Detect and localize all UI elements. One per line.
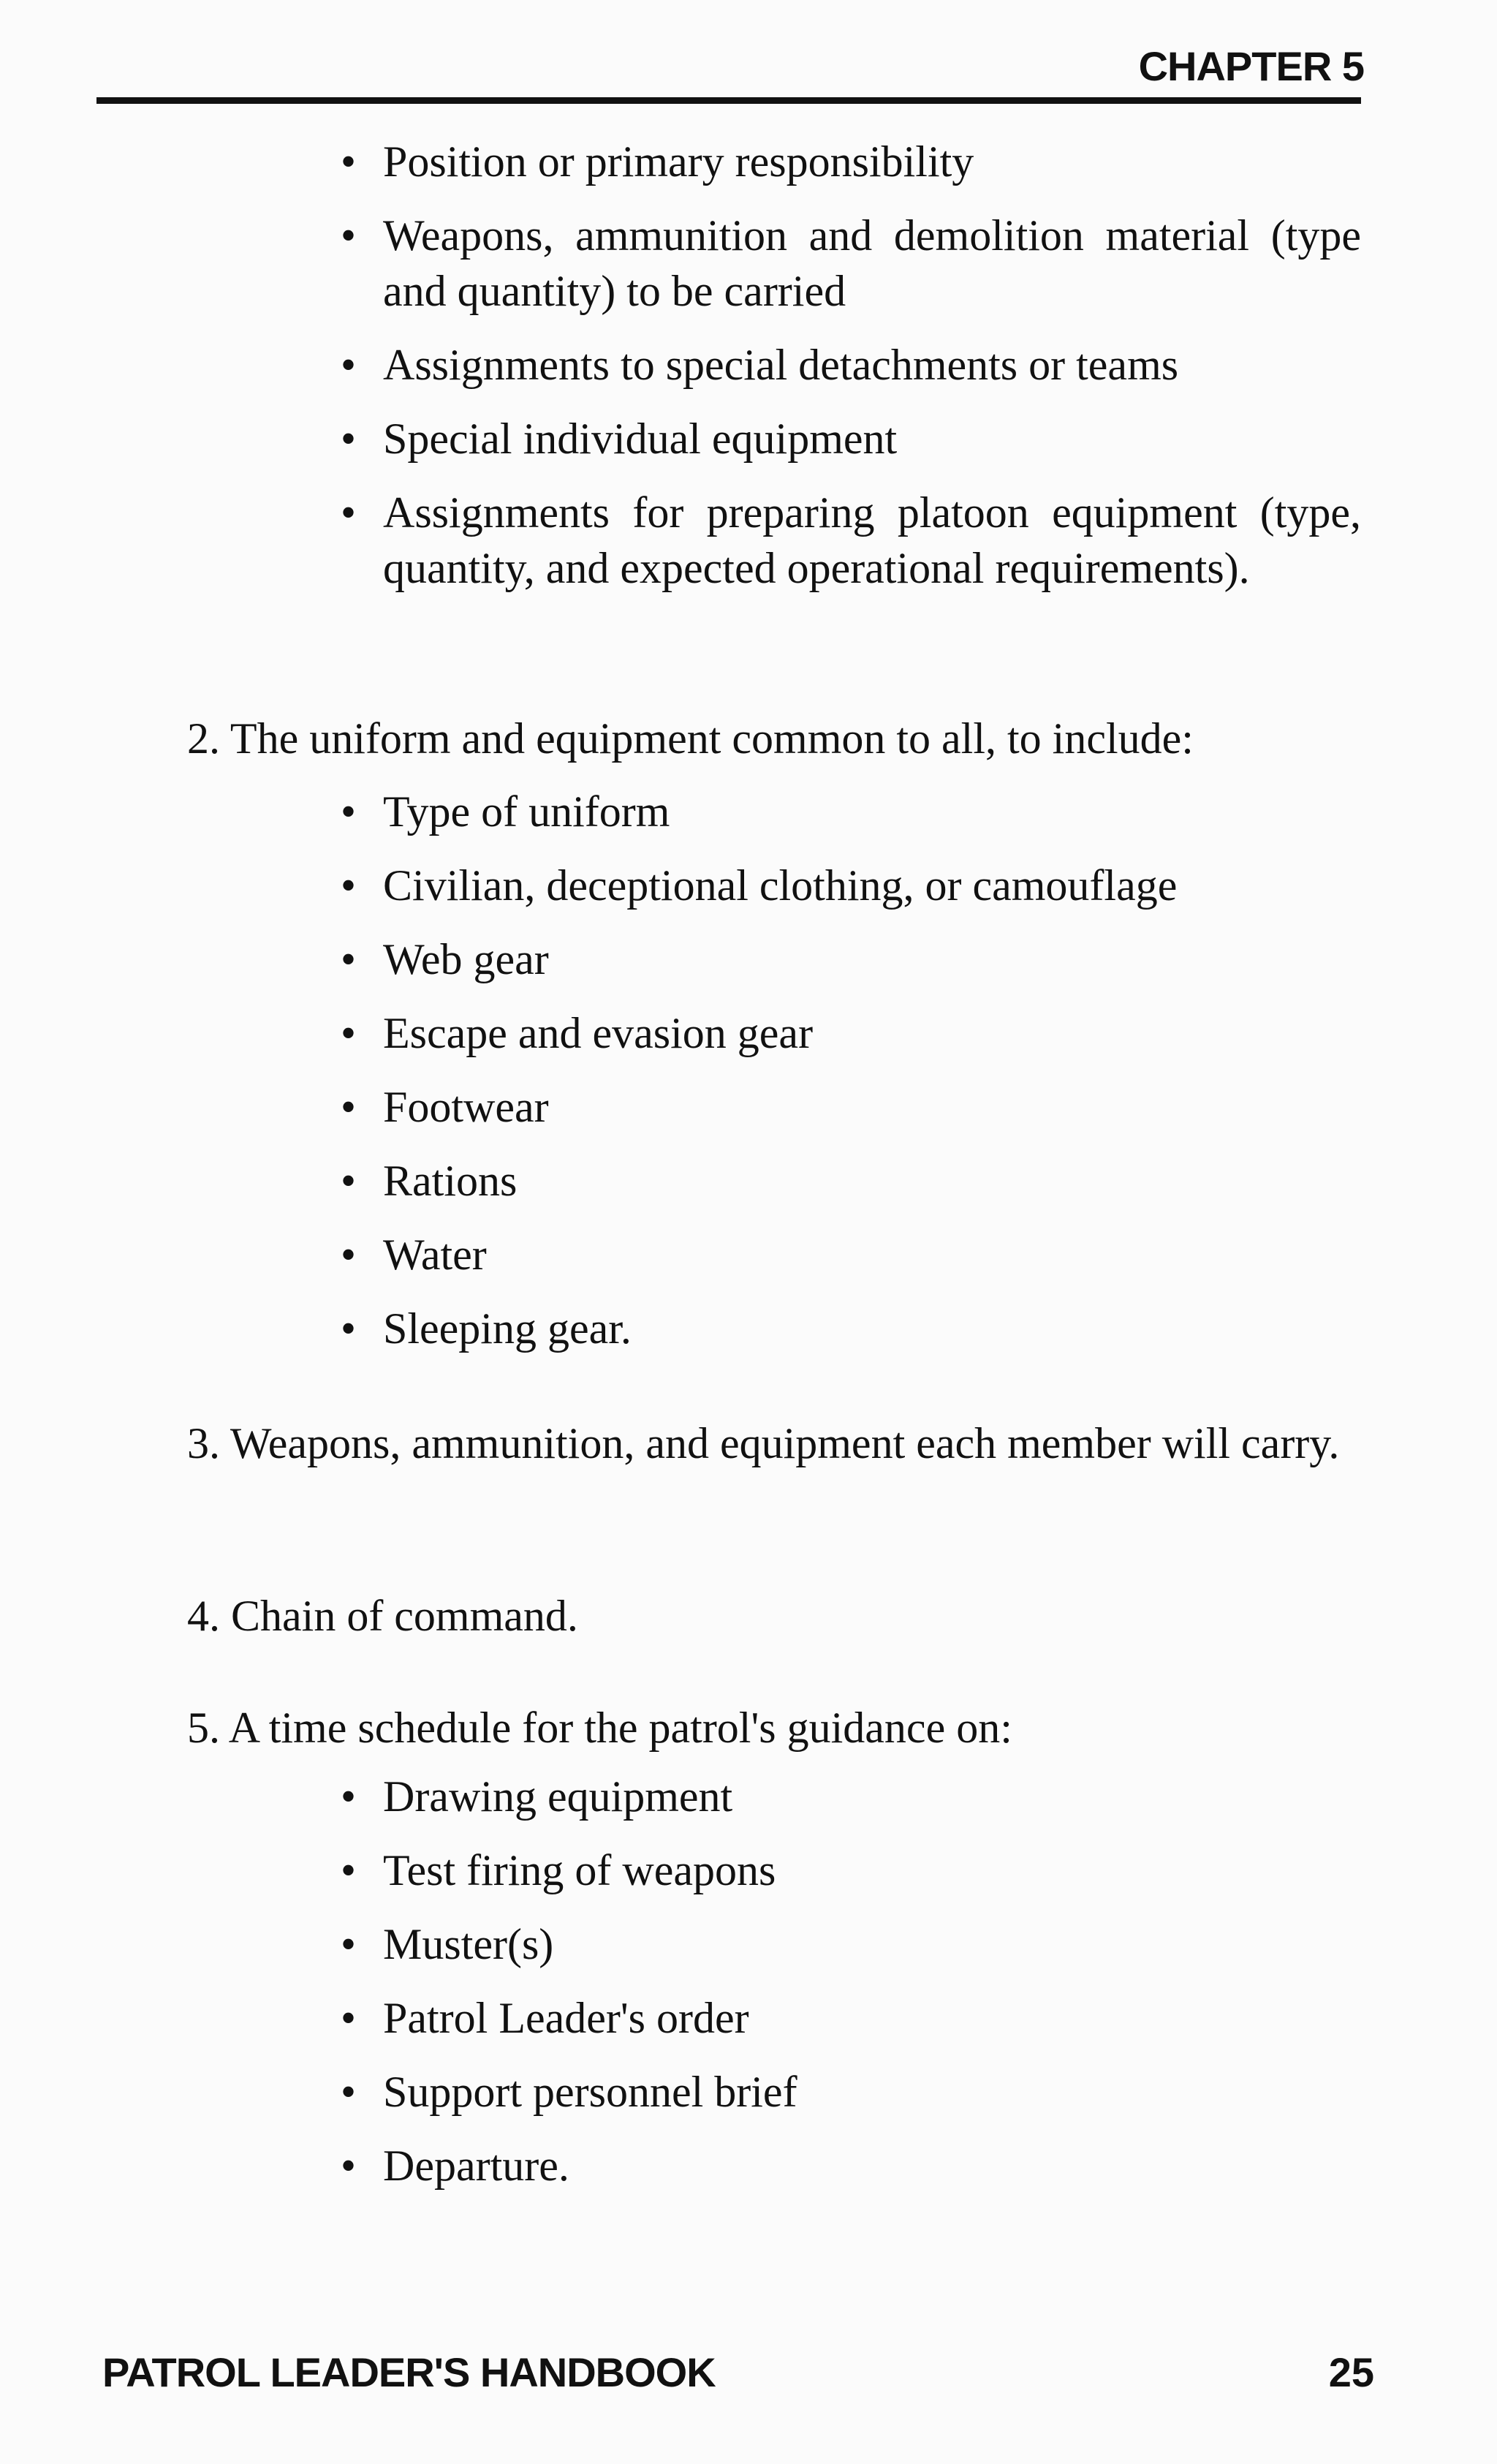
bullet-icon: •: [341, 1772, 357, 1821]
bullet-icon: •: [341, 787, 357, 836]
list-item-text: Special individual equipment: [383, 415, 898, 463]
list-item-text: Type of uniform: [383, 787, 670, 836]
uniform-bullet-list: [338, 784, 1361, 1375]
list-item: [338, 1005, 1361, 1061]
list-item: [338, 1916, 1361, 1972]
schedule-bullet-list: [338, 1769, 1361, 2212]
list-item: [338, 931, 1361, 987]
list-item: [338, 1843, 1361, 1898]
list-item: [338, 1301, 1361, 1356]
list-item: [338, 485, 1361, 596]
list-item-text: Web gear: [383, 935, 549, 983]
list-item-text: Water: [383, 1231, 487, 1279]
bullet-icon: •: [341, 1009, 357, 1057]
bullet-icon: •: [341, 1157, 357, 1205]
numbered-item-5: 5. A time schedule for the patrol's guidance on:: [187, 1704, 1012, 1752]
bullet-icon: •: [341, 1994, 357, 2042]
bullet-icon: •: [341, 1304, 357, 1353]
list-item-text: Support personnel brief: [383, 2068, 797, 2116]
list-item: [338, 1227, 1361, 1282]
bullet-icon: •: [341, 935, 357, 983]
list-item: [338, 208, 1361, 319]
list-item-text: Sleeping gear.: [383, 1304, 632, 1353]
bullet-icon: •: [341, 861, 357, 910]
chapter-heading: CHAPTER 5: [1138, 43, 1364, 89]
list-item: [338, 2138, 1361, 2193]
bullet-icon: •: [341, 137, 357, 186]
list-item-text: Assignments to special detachments or teams: [383, 341, 1179, 389]
list-item-text: Civilian, deceptional clothing, or camouflage: [383, 861, 1178, 910]
list-item-text: Weapons, ammunition and demolition material (type and quantity) to be carried: [383, 211, 1361, 315]
list-item: [338, 1990, 1361, 2046]
list-item-text: Test firing of weapons: [383, 1846, 776, 1894]
list-item-text: Drawing equipment: [383, 1772, 733, 1821]
list-item-text: Footwear: [383, 1083, 549, 1131]
bullet-icon: •: [341, 211, 357, 260]
list-item: [338, 2064, 1361, 2120]
bullet-icon: •: [341, 2142, 357, 2190]
numbered-item-3: 3. Weapons, ammunition, and equipment each member will carry.: [187, 1419, 1340, 1467]
footer-book-title: PATROL LEADER'S HANDBOOK: [102, 2349, 716, 2395]
list-item-text: Patrol Leader's order: [383, 1994, 749, 2042]
list-item: [338, 858, 1361, 913]
bullet-icon: •: [341, 1920, 357, 1968]
list-item-text: Position or primary responsibility: [383, 137, 974, 186]
list-item-text: Rations: [383, 1157, 518, 1205]
list-item: [338, 337, 1361, 393]
bullet-icon: •: [341, 415, 357, 463]
bullet-icon: •: [341, 1231, 357, 1279]
list-item: [338, 1153, 1361, 1209]
list-item: [338, 1769, 1361, 1824]
bullet-icon: •: [341, 1846, 357, 1894]
list-item-text: Escape and evasion gear: [383, 1009, 814, 1057]
list-item: [338, 784, 1361, 839]
list-item-text: Assignments for preparing platoon equipment (type, quantity, and expected operational requirements).: [383, 488, 1361, 592]
list-item-text: Departure.: [383, 2142, 569, 2190]
list-item: [338, 134, 1361, 189]
page-number: 25: [1328, 2349, 1374, 2395]
header-rule: [96, 97, 1361, 104]
bullet-icon: •: [341, 1083, 357, 1131]
list-item: [338, 411, 1361, 466]
bullet-icon: •: [341, 488, 357, 537]
numbered-item-4: 4. Chain of command.: [187, 1592, 578, 1640]
list-item-text: Muster(s): [383, 1920, 554, 1968]
bullet-icon: •: [341, 341, 357, 389]
bullet-icon: •: [341, 2068, 357, 2116]
list-item: [338, 1079, 1361, 1135]
numbered-item-2: 2. The uniform and equipment common to all, to include:: [187, 714, 1194, 763]
assignment-bullet-list: [338, 134, 1361, 614]
